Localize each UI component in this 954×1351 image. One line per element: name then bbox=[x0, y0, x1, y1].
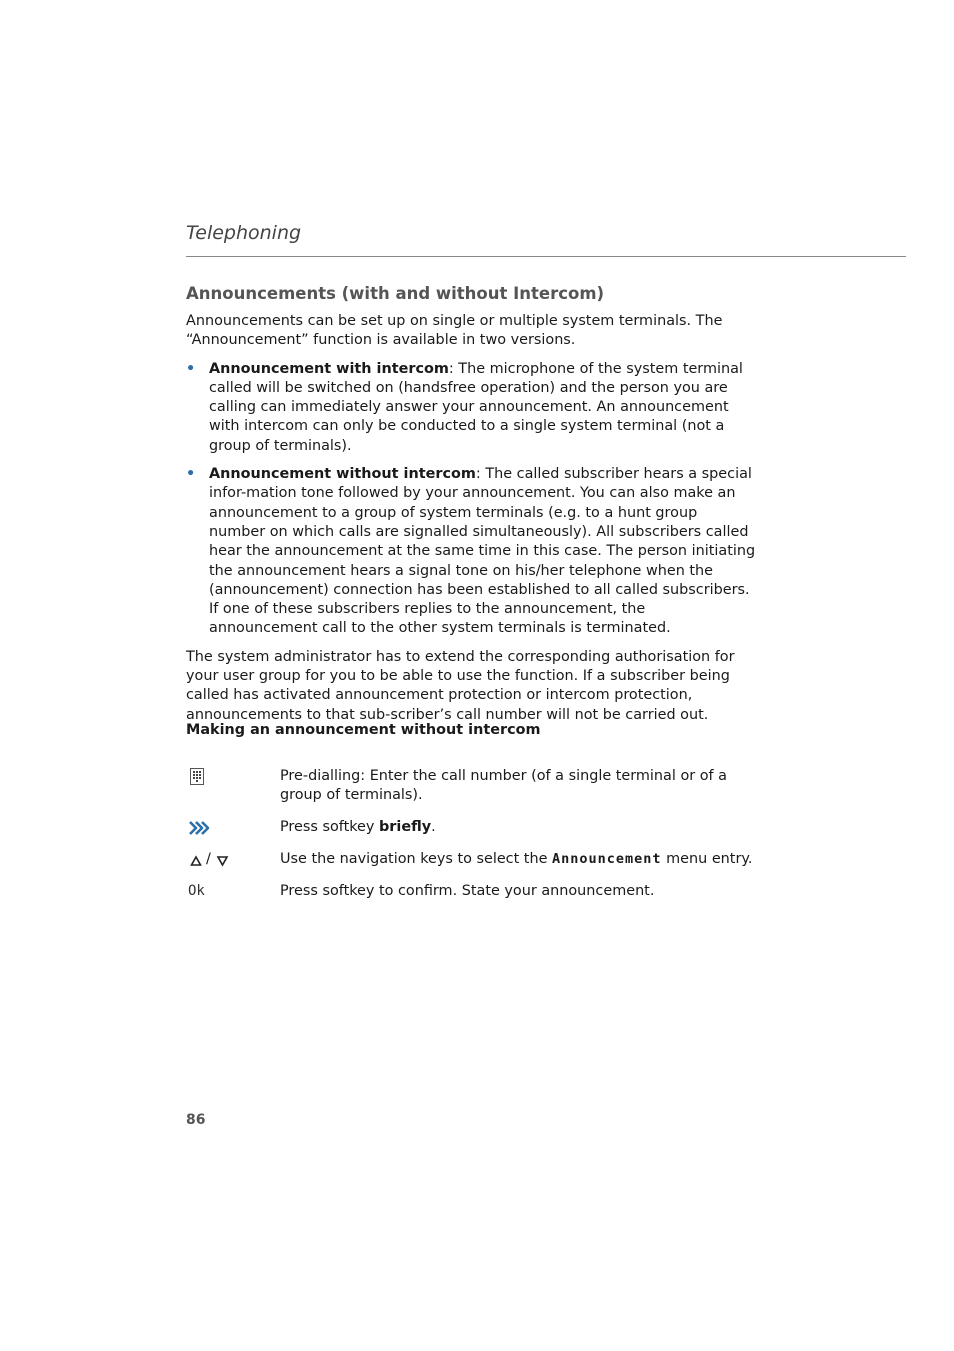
bullet-term: Announcement with intercom bbox=[209, 360, 449, 377]
admin-note: The system administrator has to extend the corresponding authorisation for your user group for you to be able to use the function. If a subscriber being called has activated announcement protection or intercom protection, announcements to that sub-scriber’s call number will not be carried out. bbox=[186, 648, 735, 723]
list-item bbox=[186, 465, 756, 639]
step-text-part: Use the navigation keys to select the bbox=[280, 851, 553, 867]
step-text: Press softkey to confirm. State your announcement. bbox=[280, 883, 655, 899]
nav-separator: / bbox=[206, 851, 211, 867]
keypad-icon bbox=[186, 767, 246, 787]
list-item bbox=[186, 360, 756, 456]
nav-up-icon bbox=[192, 857, 201, 865]
step-text bbox=[280, 850, 760, 869]
header-rule bbox=[186, 256, 906, 257]
nav-down-icon bbox=[218, 857, 227, 865]
section-body bbox=[186, 312, 756, 725]
ok-softkey bbox=[186, 882, 246, 902]
ok-softkey-label: Ok bbox=[188, 883, 205, 899]
running-header: Telephoning bbox=[186, 222, 302, 244]
section-title: Announcements (with and without Intercom) bbox=[186, 284, 605, 303]
step-text bbox=[280, 818, 760, 837]
page-number: 86 bbox=[186, 1112, 206, 1128]
step-text-part: menu entry. bbox=[661, 851, 753, 867]
versions-list bbox=[186, 360, 756, 639]
procedure-title: Making an announcement without intercom bbox=[186, 722, 541, 738]
forward-softkey-icon bbox=[186, 818, 246, 838]
step-text-part: Press softkey bbox=[280, 819, 379, 835]
bullet-text: : The called subscriber hears a special infor-mation tone followed by your announcement. You can also make an announcement to a group of system terminals (e.g. to a hunt group number on which calls are signalled simultaneously). All subscribers called hear the announcement at the same time in this case. The person initiating the announcement hears a signal tone on his/her telephone when the (announcement) connection has been established to all called subscribers. If one of these subscribers replies to the announcement, the announcement call to the other system terminals is terminated. bbox=[209, 466, 756, 637]
navigation-keys-icon bbox=[186, 850, 246, 870]
step-text-part: . bbox=[431, 819, 436, 835]
step-emphasis: briefly bbox=[378, 819, 432, 835]
bullet-icon: • bbox=[186, 466, 196, 483]
bullet-term: Announcement without intercom bbox=[209, 466, 476, 483]
menu-entry-label: Announcement bbox=[552, 851, 662, 867]
step-text: Pre-dialling: Enter the call number (of a single terminal or of a group of terminals). bbox=[280, 768, 728, 804]
intro-paragraph: Announcements can be set up on single or multiple system terminals. The “Announcement” function is available in two versions. bbox=[186, 313, 723, 349]
bullet-icon: • bbox=[186, 360, 196, 377]
bullet-text: : The microphone of the system terminal called will be switched on (handsfree operation) and the person you are calling can immediately answer your announcement. An announcement with intercom can only be conducted to a single system terminal (not a group of terminals). bbox=[209, 360, 743, 454]
